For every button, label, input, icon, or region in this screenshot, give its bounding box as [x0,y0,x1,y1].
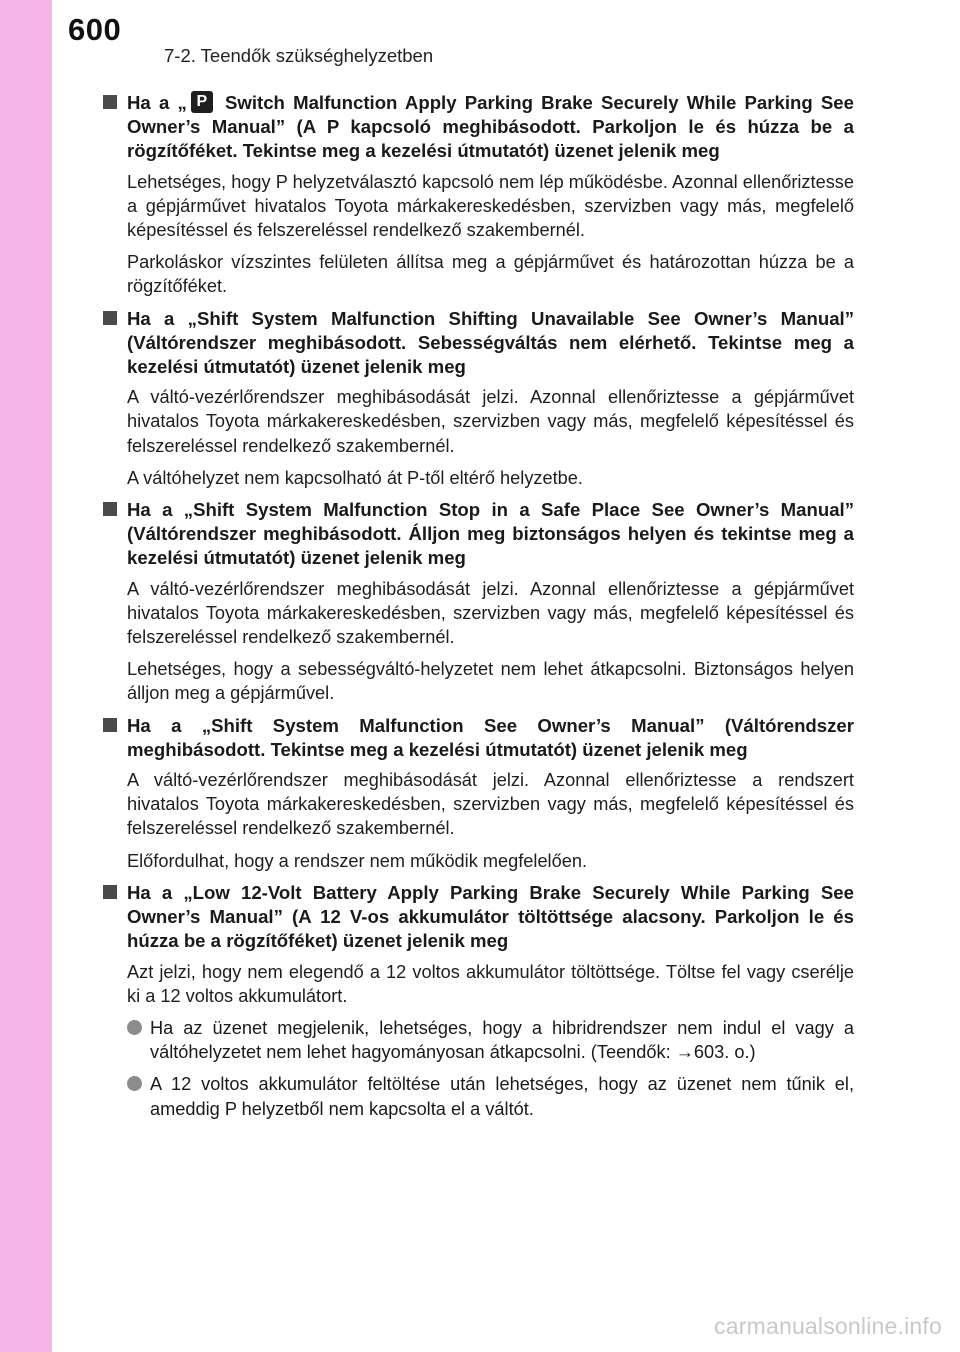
body-paragraph: Parkoláskor vízszintes felületen állítsa meg a gépjárművet és határozottan húzza be a rögzítőféket. [127,252,854,297]
body-paragraph: Lehetséges, hogy P helyzetválasztó kapcsoló nem lép működésbe. Azonnal ellenőriztesse a gépjárművet hivatalos Toyota márkakereskedésben, szervizben vagy más, megfelelő képesítéssel és felszereléssel rendelkező szakembernél. [127,171,854,241]
section-low-12v-battery [103,881,854,1121]
chapter-side-band [0,0,52,1352]
section-shift-system-malfunction [103,714,854,873]
heading-text-suffix: Switch Malfunction Apply Parking Brake Securely While Parking See Owner’s Manual” (A P kapcsoló meghibásodott. Parkoljon le és húzza be a rögzítőféket. Tekintse meg a kezelési útmutatót) üzenet jelenik meg [127,92,854,162]
section-heading [103,91,854,164]
list-item-text: Ha az üzenet megjelenik, lehetséges, hogy a hibridrendszer nem indul el vagy a váltóhelyzetet nem lehet hagyományosan átkapcsolni. (Teendők: →603. o.) [150,1017,854,1063]
section-heading [103,881,854,954]
body-paragraph: A váltóhelyzet nem kapcsolható át P-től eltérő helyzetbe. [127,467,583,488]
heading-text: Ha a „Shift System Malfunction Stop in a Safe Place See Owner’s Manual” (Váltórendszer meghibásodott. Álljon meg biztonságos helyen és tekintse meg a kezelési útmutatót) üzenet jelenik meg [127,499,854,569]
section-shift-unavailable [103,307,854,490]
section-stop-safe-place [103,498,854,706]
p-switch-icon: P [191,91,213,113]
body-paragraph: Előfordulhat, hogy a rendszer nem működik megfelelően. [127,850,587,871]
page-number: 600 [68,12,122,47]
section-heading [103,714,854,762]
square-bullet-icon [103,502,117,516]
watermark: carmanualsonline.info [714,1313,942,1339]
heading-text: Ha a „Low 12-Volt Battery Apply Parking Brake Securely While Parking See Owner’s Manual” (A 12 V-os akkumulátor töltöttsége alacsony. Parkoljon le és húzza be a rögzítőféket) üzenet jelenik meg [127,881,854,952]
round-bullet-icon [127,1020,142,1035]
square-bullet-icon [103,885,117,899]
body-paragraph: A váltó-vezérlőrendszer meghibásodását jelzi. Azonnal ellenőriztesse a gépjárművet hivatalos Toyota márkakereskedésben, szervizben vagy más, megfelelő képesítéssel és felszereléssel rendelkező szakembernél. [127,387,854,456]
section-heading [103,498,854,571]
body-paragraph: A váltó-vezérlőrendszer meghibásodását jelzi. Azonnal ellenőriztesse a gépjárművet hivatalos Toyota márkakereskedésben, szervizben vagy más, megfelelő képesítéssel és felszereléssel rendelkező szakembernél. [127,578,854,648]
page-content [103,91,854,1129]
round-bullet-icon [127,1076,142,1091]
heading-text: Ha a „Shift System Malfunction Shifting Unavailable See Owner’s Manual” (Váltórendszer meghibásodott. Sebességváltás nem elérhető. Tekintse meg a kezelési útmutatót) üzenet jelenik meg [127,307,854,378]
section-p-switch-malfunction [103,91,854,299]
heading-text: Ha a „Shift System Malfunction See Owner’s Manual” (Váltórendszer meghibásodott. Tekintse meg a kezelési útmutatót) üzenet jelenik meg [127,714,854,760]
list-item [127,1016,854,1064]
body-paragraph: Lehetséges, hogy a sebességváltó-helyzetet nem lehet átkapcsolni. Biztonságos helyen álljon meg a gépjárművel. [127,659,854,704]
section-heading [103,307,854,380]
body-paragraph: A váltó-vezérlőrendszer meghibásodását jelzi. Azonnal ellenőriztesse a rendszert hivatalos Toyota márkakereskedésben, szervizben vagy más, megfelelő képesítéssel és felszereléssel rendelkező szakembernél. [127,770,854,839]
list-item-text: A 12 voltos akkumulátor feltöltése után lehetséges, hogy az üzenet nem tűnik el, ameddig P helyzetből nem kapcsolta el a váltót. [150,1074,854,1119]
square-bullet-icon [103,95,117,109]
square-bullet-icon [103,718,117,732]
body-paragraph: Azt jelzi, hogy nem elegendő a 12 voltos akkumulátor töltöttsége. Töltse fel vagy cserélje ki a 12 voltos akkumulátort. [127,961,854,1006]
chapter-title: 7-2. Teendők szükséghelyzetben [164,45,434,66]
list-item [127,1072,854,1120]
heading-text-prefix: Ha a „ [127,92,187,113]
square-bullet-icon [103,311,117,325]
